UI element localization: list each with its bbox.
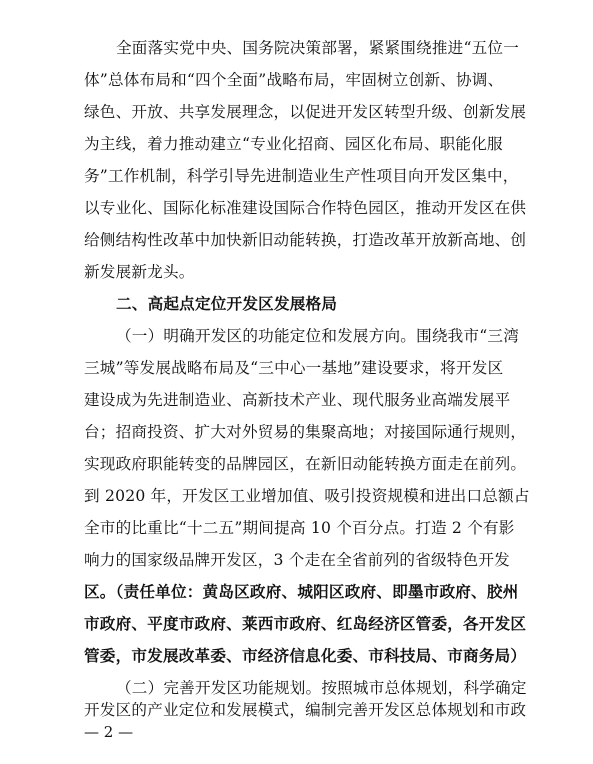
paragraph-line: 为主线，着力推动建立“专业化招商、园区化布局、职能化服 xyxy=(84,135,503,153)
section-heading: 二、高起点定位开发区发展格局 xyxy=(116,294,338,313)
paragraph-line: 全面落实党中央、国务院决策部署，紧紧围绕推进“五位一 xyxy=(116,39,520,57)
paragraph-line: （一）明确开发区的功能定位和发展方向。围绕我市“三湾 xyxy=(116,327,520,345)
paragraph-line: 以专业化、国际化标准建设国际合作特色园区，推动开发区在供 xyxy=(84,199,527,217)
paragraph-line: 实现政府职能转变的品牌园区，在新旧动能转换方面走在前列。 xyxy=(84,455,527,473)
paragraph-line: 务”工作机制，科学引导先进制造业生产性项目向开发区集中， xyxy=(84,167,519,185)
paragraph-line: 响力的国家级品牌开发区，3 个走在全省前列的省级特色开发 xyxy=(84,551,510,569)
paragraph-line: 建设成为先进制造业、高新技术产业、现代服务业高端发展平 xyxy=(84,391,511,409)
paragraph-line: 新发展新龙头。 xyxy=(84,263,195,281)
paragraph-line: 体”总体布局和“四个全面”战略布局，牢固树立创新、协调、 xyxy=(84,71,504,89)
paragraph-line: 开发区的产业定位和发展模式，编制完善开发区总体规划和市政 xyxy=(84,701,527,719)
paragraph-line: 到 2020 年，开发区工业增加值、吸引投资规模和进出口总额占 xyxy=(84,487,530,505)
paragraph-line: 给侧结构性改革中加快新旧动能转换，打造改革开放新高地、创 xyxy=(84,231,527,249)
paragraph-line: 绿色、开放、共享发展理念，以促进开发区转型升级、创新发展 xyxy=(84,103,527,121)
page-number: — 2 — xyxy=(84,723,134,741)
paragraph-line: 管委，市发展改革委、市经济信息化委、市科技局、市商务局） xyxy=(84,646,527,665)
paragraph-line: 区。（责任单位：黄岛区政府、城阳区政府、即墨市政府、胶州 xyxy=(84,582,519,601)
paragraph-line: 全市的比重比“十二五”期间提高 10 个百分点。打造 2 个有影 xyxy=(84,519,515,537)
paragraph-line: 市政府、平度市政府、莱西市政府、红岛经济区管委，各开发区 xyxy=(84,614,527,633)
paragraph-line: 台；招商投资、扩大对外贸易的集聚高地；对接国际通行规则， xyxy=(84,423,527,441)
paragraph-line: 三城”等发展战略布局及“三中心一基地”建设要求，将开发区 xyxy=(84,359,504,377)
paragraph-line: （二）完善开发区功能规划。按照城市总体规划，科学确定 xyxy=(116,679,527,697)
